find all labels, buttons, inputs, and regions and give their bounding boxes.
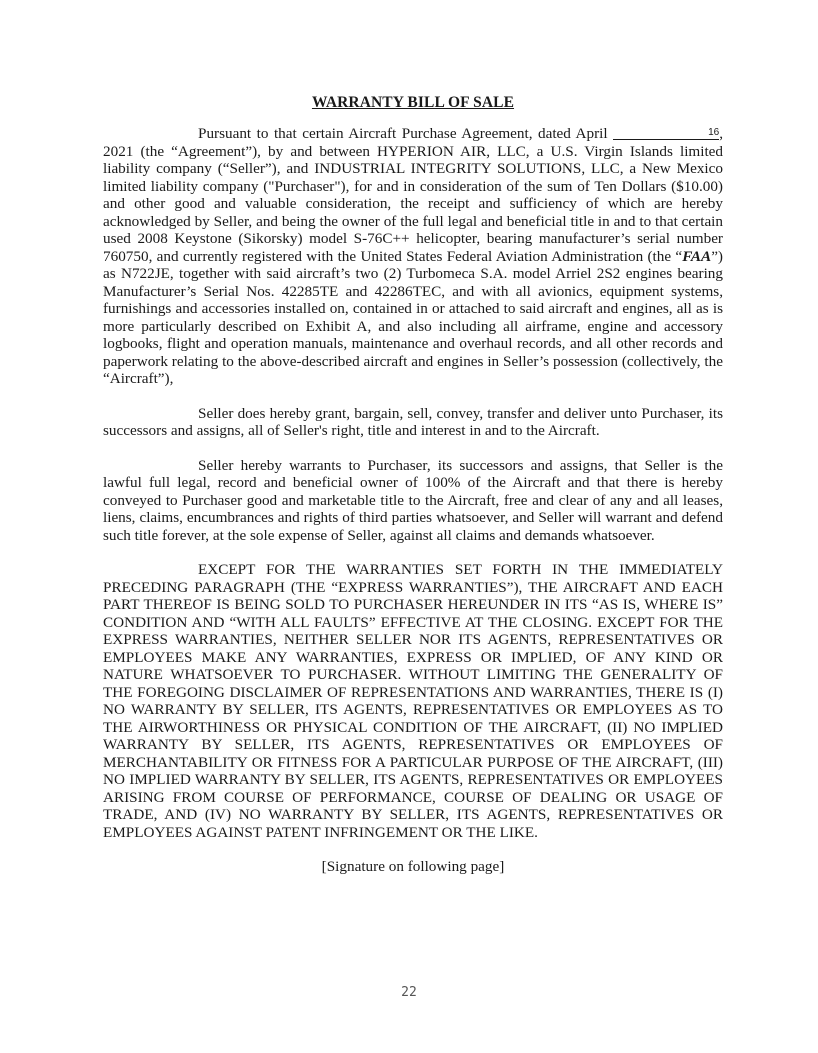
paragraph-recitals: [103, 125, 723, 388]
recitals-text-end: ”) as N722JE, together with said aircraft’s two (2) Turbomeca S.A. model Arriel 2S2 engines bearing Manufacturer’s Serial Nos. 42285TE and 42286TEC, and with all avionics, equipment systems, furnishings and accessories installed on, contained in or attached to said aircraft and engines, all as is more particularly described on Exhibit A, and also including all airframe, engine and accessory logbooks, flight and operation manuals, maintenance and overhaul records, and all other records and paperwork relating to the above-described aircraft and engines in Seller’s possession (collectively, the “Aircraft”),: [103, 247, 723, 387]
recitals-text-middle: , 2021 (the “Agreement”), by and between HYPERION AIR, LLC, a U.S. Virgin Islands limited liability company (“Seller”), and INDUSTRIAL INTEGRITY SOLUTIONS, LLC, a New Mexico limited liability company ("Purchaser"), for and in consideration of the sum of Ten Dollars ($10.00) and other good and valuable consideration, the receipt and sufficiency of which are hereby acknowledged by Seller, and being the owner of the full legal and beneficial title in and to that certain used 2008 Keystone (Sikorsky) model S-76C++ helicopter, bearing manufacturer’s serial number 760750, and currently registered with the United States Federal Aviation Administration (the “: [103, 125, 723, 265]
document-title: WARRANTY BILL OF SALE: [311, 94, 515, 111]
recitals-text-start: Pursuant to that certain Aircraft Purchase Agreement, dated April: [198, 125, 614, 142]
document-page: [103, 94, 723, 876]
faa-term: FAA: [682, 247, 712, 265]
paragraph-warranty: Seller hereby warrants to Purchaser, its successors and assigns, that Seller is the lawful full legal, record and beneficial owner of 100% of the Aircraft and that there is hereby conveyed to Purchaser good and marketable title to the Aircraft, free and clear of any and all leases, liens, claims, encumbrances and rights of third parties whatsoever, and Seller will warrant and defend such title forever, at the sole expense of Seller, against all claims and demands whatsoever.: [103, 456, 723, 544]
page-number: 22: [401, 985, 417, 1000]
paragraph-disclaimer: EXCEPT FOR THE WARRANTIES SET FORTH IN THE IMMEDIATELY PRECEDING PARAGRAPH (THE “EXPRESS WARRANTIES”), THE AIRCRAFT AND EACH PART THEREOF IS BEING SOLD TO PURCHASER HEREUNDER IN ITS “AS IS, WHERE IS” CONDITION AND “WITH ALL FAULTS” EFFECTIVE AT THE CLOSING. EXCEPT FOR THE EXPRESS WARRANTIES, NEITHER SELLER NOR ITS AGENTS, REPRESENTATIVES OR EMPLOYEES MAKE ANY WARRANTIES, EXPRESS OR IMPLIED, OF ANY KIND OR NATURE WHATSOEVER TO PURCHASER. WITHOUT LIMITING THE GENERALITY OF THE FOREGOING DISCLAIMER OF REPRESENTATIONS AND WARRANTIES, THERE IS (I) NO WARRANTY BY SELLER, ITS AGENTS, REPRESENTATIVES OR EMPLOYEES AS TO THE AIRWORTHINESS OR PHYSICAL CONDITION OF THE AIRCRAFT, (II) NO IMPLIED WARRANTY BY SELLER, ITS AGENTS, REPRESENTATIVES OR EMPLOYEES OF MERCHANTABILITY OR FITNESS FOR A PARTICULAR PURPOSE OF THE AIRCRAFT, (III) NO IMPLIED WARRANTY BY SELLER, ITS AGENTS, REPRESENTATIVES OR EMPLOYEES ARISING FROM COURSE OF PERFORMANCE, COURSE OF DEALING OR USAGE OF TRADE, AND (IV) NO WARRANTY BY SELLER, ITS AGENTS, REPRESENTATIVES OR EMPLOYEES AGAINST PATENT INFRINGEMENT OR THE LIKE.: [103, 561, 723, 841]
signature-note: [Signature on following page]: [321, 858, 505, 875]
date-day-field: 16: [613, 126, 719, 140]
paragraph-grant: Seller does hereby grant, bargain, sell, convey, transfer and deliver unto Purchaser, its successors and assigns, all of Seller's right, title and interest in and to the Aircraft.: [103, 404, 723, 439]
